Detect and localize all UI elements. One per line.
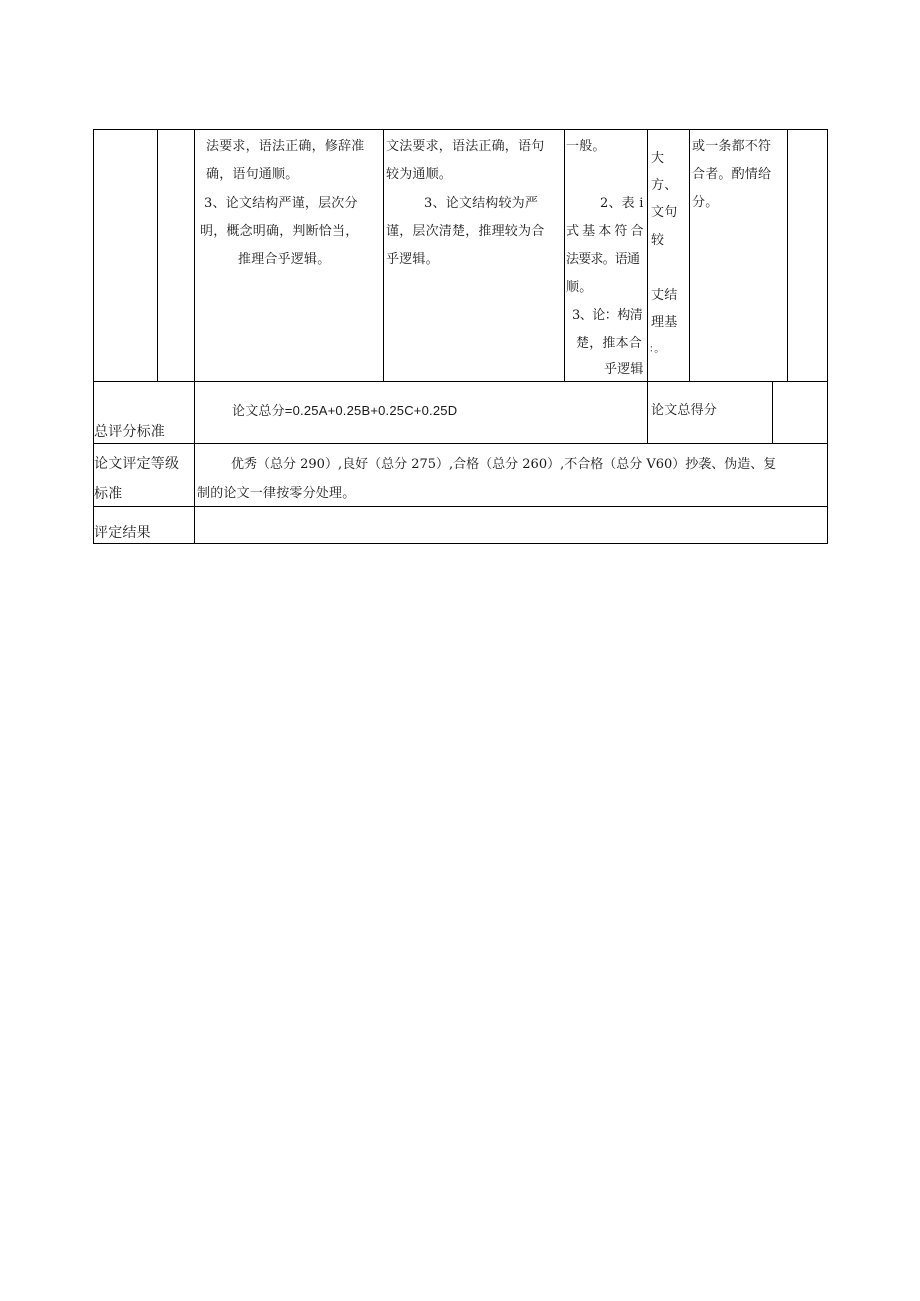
score-divider	[772, 381, 773, 443]
criteria-good-line-1: 文法要求，语法正确，语句	[386, 139, 545, 154]
criteria-good-line-3: 3、论文结构较为严	[424, 196, 539, 211]
criteria-excellent-line-1: 法要求，语法正确，修辞准	[206, 139, 365, 154]
table-border-top	[93, 129, 828, 130]
criteria-fail-line-2: 合者。酌情给	[692, 167, 772, 182]
row-divider-1	[93, 381, 828, 382]
total-score-formula: 论文总分=0.25A+0.25B+0.25C+0.25D	[232, 403, 458, 418]
criteria-pass-line-5: 顺。	[566, 280, 593, 295]
criteria-good-line-2: 较为通顺。	[386, 167, 453, 182]
criteria-narrow-line-7: ：。	[649, 344, 665, 355]
criteria-pass-line-6: 3、论：构清	[572, 308, 643, 323]
criteria-narrow-line-6: 理基	[651, 315, 678, 330]
col-divider-b	[194, 129, 195, 544]
criteria-excellent-line-2: 确，语句通顺。	[206, 167, 299, 182]
criteria-narrow-line-5: 丈结	[651, 288, 678, 303]
criteria-narrow-line-1: 大	[651, 151, 665, 166]
grade-standard-label-line-1: 论文评定等级	[94, 455, 180, 471]
col-divider-e	[647, 129, 648, 443]
criteria-pass-line-7: 楚，推本合	[576, 336, 643, 351]
criteria-narrow-line-3: 文句	[651, 205, 678, 220]
criteria-narrow-line-2: 方、	[651, 178, 678, 193]
criteria-excellent-line-3: 3、论文结构严谨，层次分	[204, 196, 358, 211]
grade-standard-text-line-1: 优秀（总分 290）,良好（总分 275）,合格（总分 260）,不合格（总分 V60）抄袭、伪造、复	[231, 457, 777, 472]
grade-standard-text-line-2: 制的论文一律按零分处理。	[197, 486, 356, 501]
col-divider-d	[564, 129, 565, 381]
table-border-bottom	[93, 543, 828, 544]
criteria-pass-line-1: 一般。	[566, 139, 606, 154]
col-divider-c	[383, 129, 384, 381]
total-standard-label: 总评分标准	[94, 423, 165, 439]
criteria-good-line-5: 乎逻辑。	[386, 252, 439, 267]
criteria-pass-line-8: 乎逻辑	[604, 362, 644, 377]
result-label: 评定结果	[94, 524, 151, 540]
criteria-excellent-line-4: 明，概念明确，判断恰当，	[200, 224, 359, 239]
criteria-pass-line-3: 式 基 本 符 合	[566, 224, 644, 239]
criteria-pass-line-4: 法要求。语通	[566, 252, 640, 267]
row-divider-2	[93, 443, 828, 444]
total-score-label: 论文总得分	[651, 403, 718, 418]
col-divider-f	[689, 129, 690, 381]
criteria-narrow-line-4: 较	[651, 233, 665, 248]
criteria-excellent-line-5: 推理合乎逻辑。	[238, 252, 331, 267]
col-divider-a	[157, 129, 158, 381]
table-border-right	[827, 129, 828, 544]
criteria-fail-line-1: 或一条都不符	[692, 139, 772, 154]
criteria-pass-line-2: 2、表 i	[600, 196, 644, 211]
criteria-fail-line-3: 分。	[692, 195, 719, 210]
criteria-good-line-4: 谨，层次清楚，推理较为合	[386, 224, 545, 239]
col-divider-g	[787, 129, 788, 381]
grade-standard-label-line-2: 标准	[94, 485, 123, 501]
